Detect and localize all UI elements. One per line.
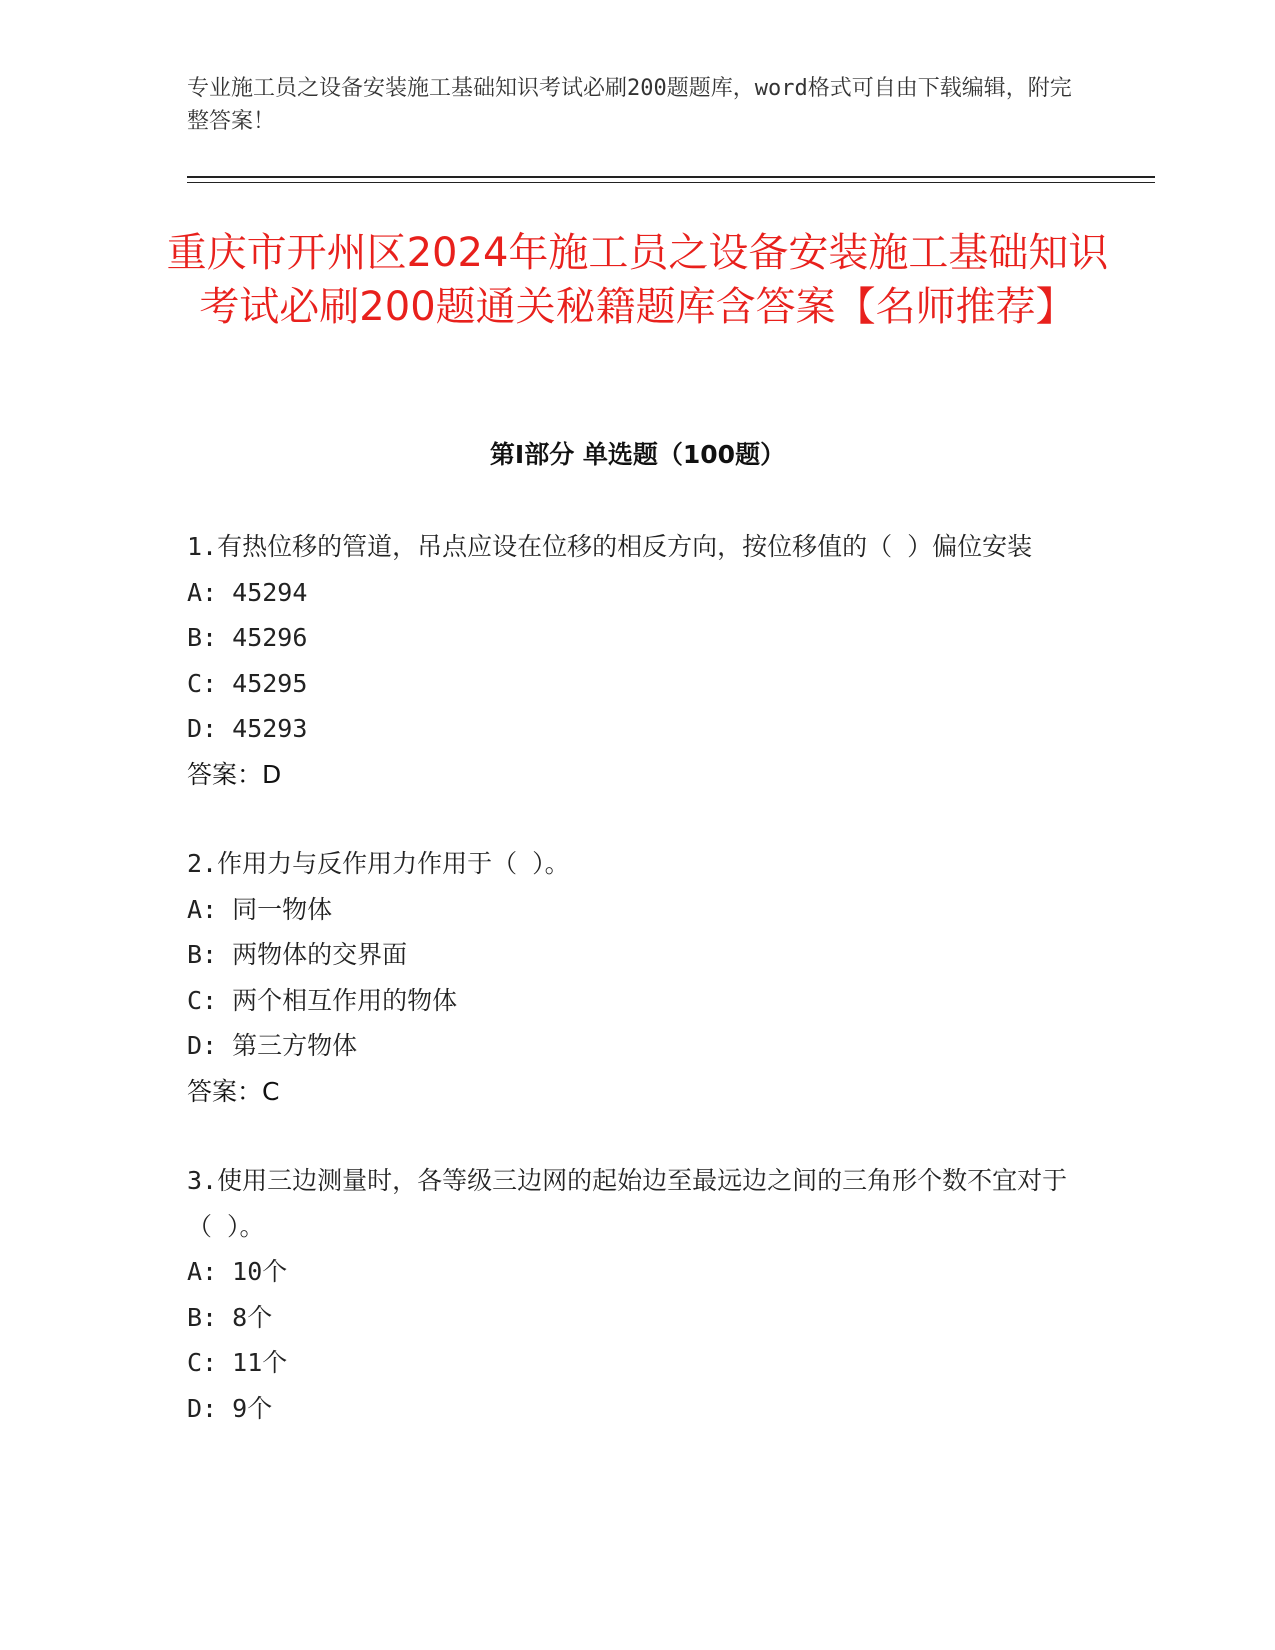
header-divider-thin <box>187 182 1155 183</box>
question-stem: 2.作用力与反作用力作用于（ ）。 <box>187 849 570 878</box>
question-stem: 1.有热位移的管道，吊点应设在位移的相反方向，按位移值的（ ）偏位安装 <box>187 532 1033 561</box>
question-3 <box>187 1158 1077 1431</box>
option-a: A: 10个 <box>187 1257 288 1286</box>
question-list <box>187 524 1077 1475</box>
section-title: 第I部分 单选题（100题） <box>489 440 786 469</box>
answer-line: 答案：D <box>187 759 282 789</box>
option-d: D: 45293 <box>187 714 308 743</box>
header-divider-thick <box>187 176 1155 178</box>
option-c: C: 45295 <box>187 668 308 698</box>
option-d: D: 9个 <box>187 1393 273 1423</box>
question-stem: 3.使用三边测量时，各等级三边网的起始边至最远边之间的三角形个数不宜对于（ ）。 <box>187 1166 1068 1241</box>
header-note: 专业施工员之设备安装施工基础知识考试必刷200题题库，word格式可自由下载编辑，附完整答案！ <box>187 76 1072 134</box>
option-a: A: 同一物体 <box>187 894 333 924</box>
option-b: B: 45296 <box>187 623 308 652</box>
document-title: 重庆市开州区2024年施工员之设备安装施工基础知识考试必刷200题通关秘籍题库含答案【名师推荐】 <box>166 230 1109 330</box>
option-c: C: 11个 <box>187 1348 288 1377</box>
option-b: B: 两物体的交界面 <box>187 940 408 969</box>
question-2 <box>187 841 1077 1114</box>
answer-line: 答案：C <box>187 1076 280 1106</box>
option-a: A: 45294 <box>187 577 308 607</box>
option-b: B: 8个 <box>187 1302 273 1332</box>
option-c: C: 两个相互作用的物体 <box>187 985 458 1015</box>
question-1 <box>187 524 1077 797</box>
option-d: D: 第三方物体 <box>187 1031 358 1060</box>
